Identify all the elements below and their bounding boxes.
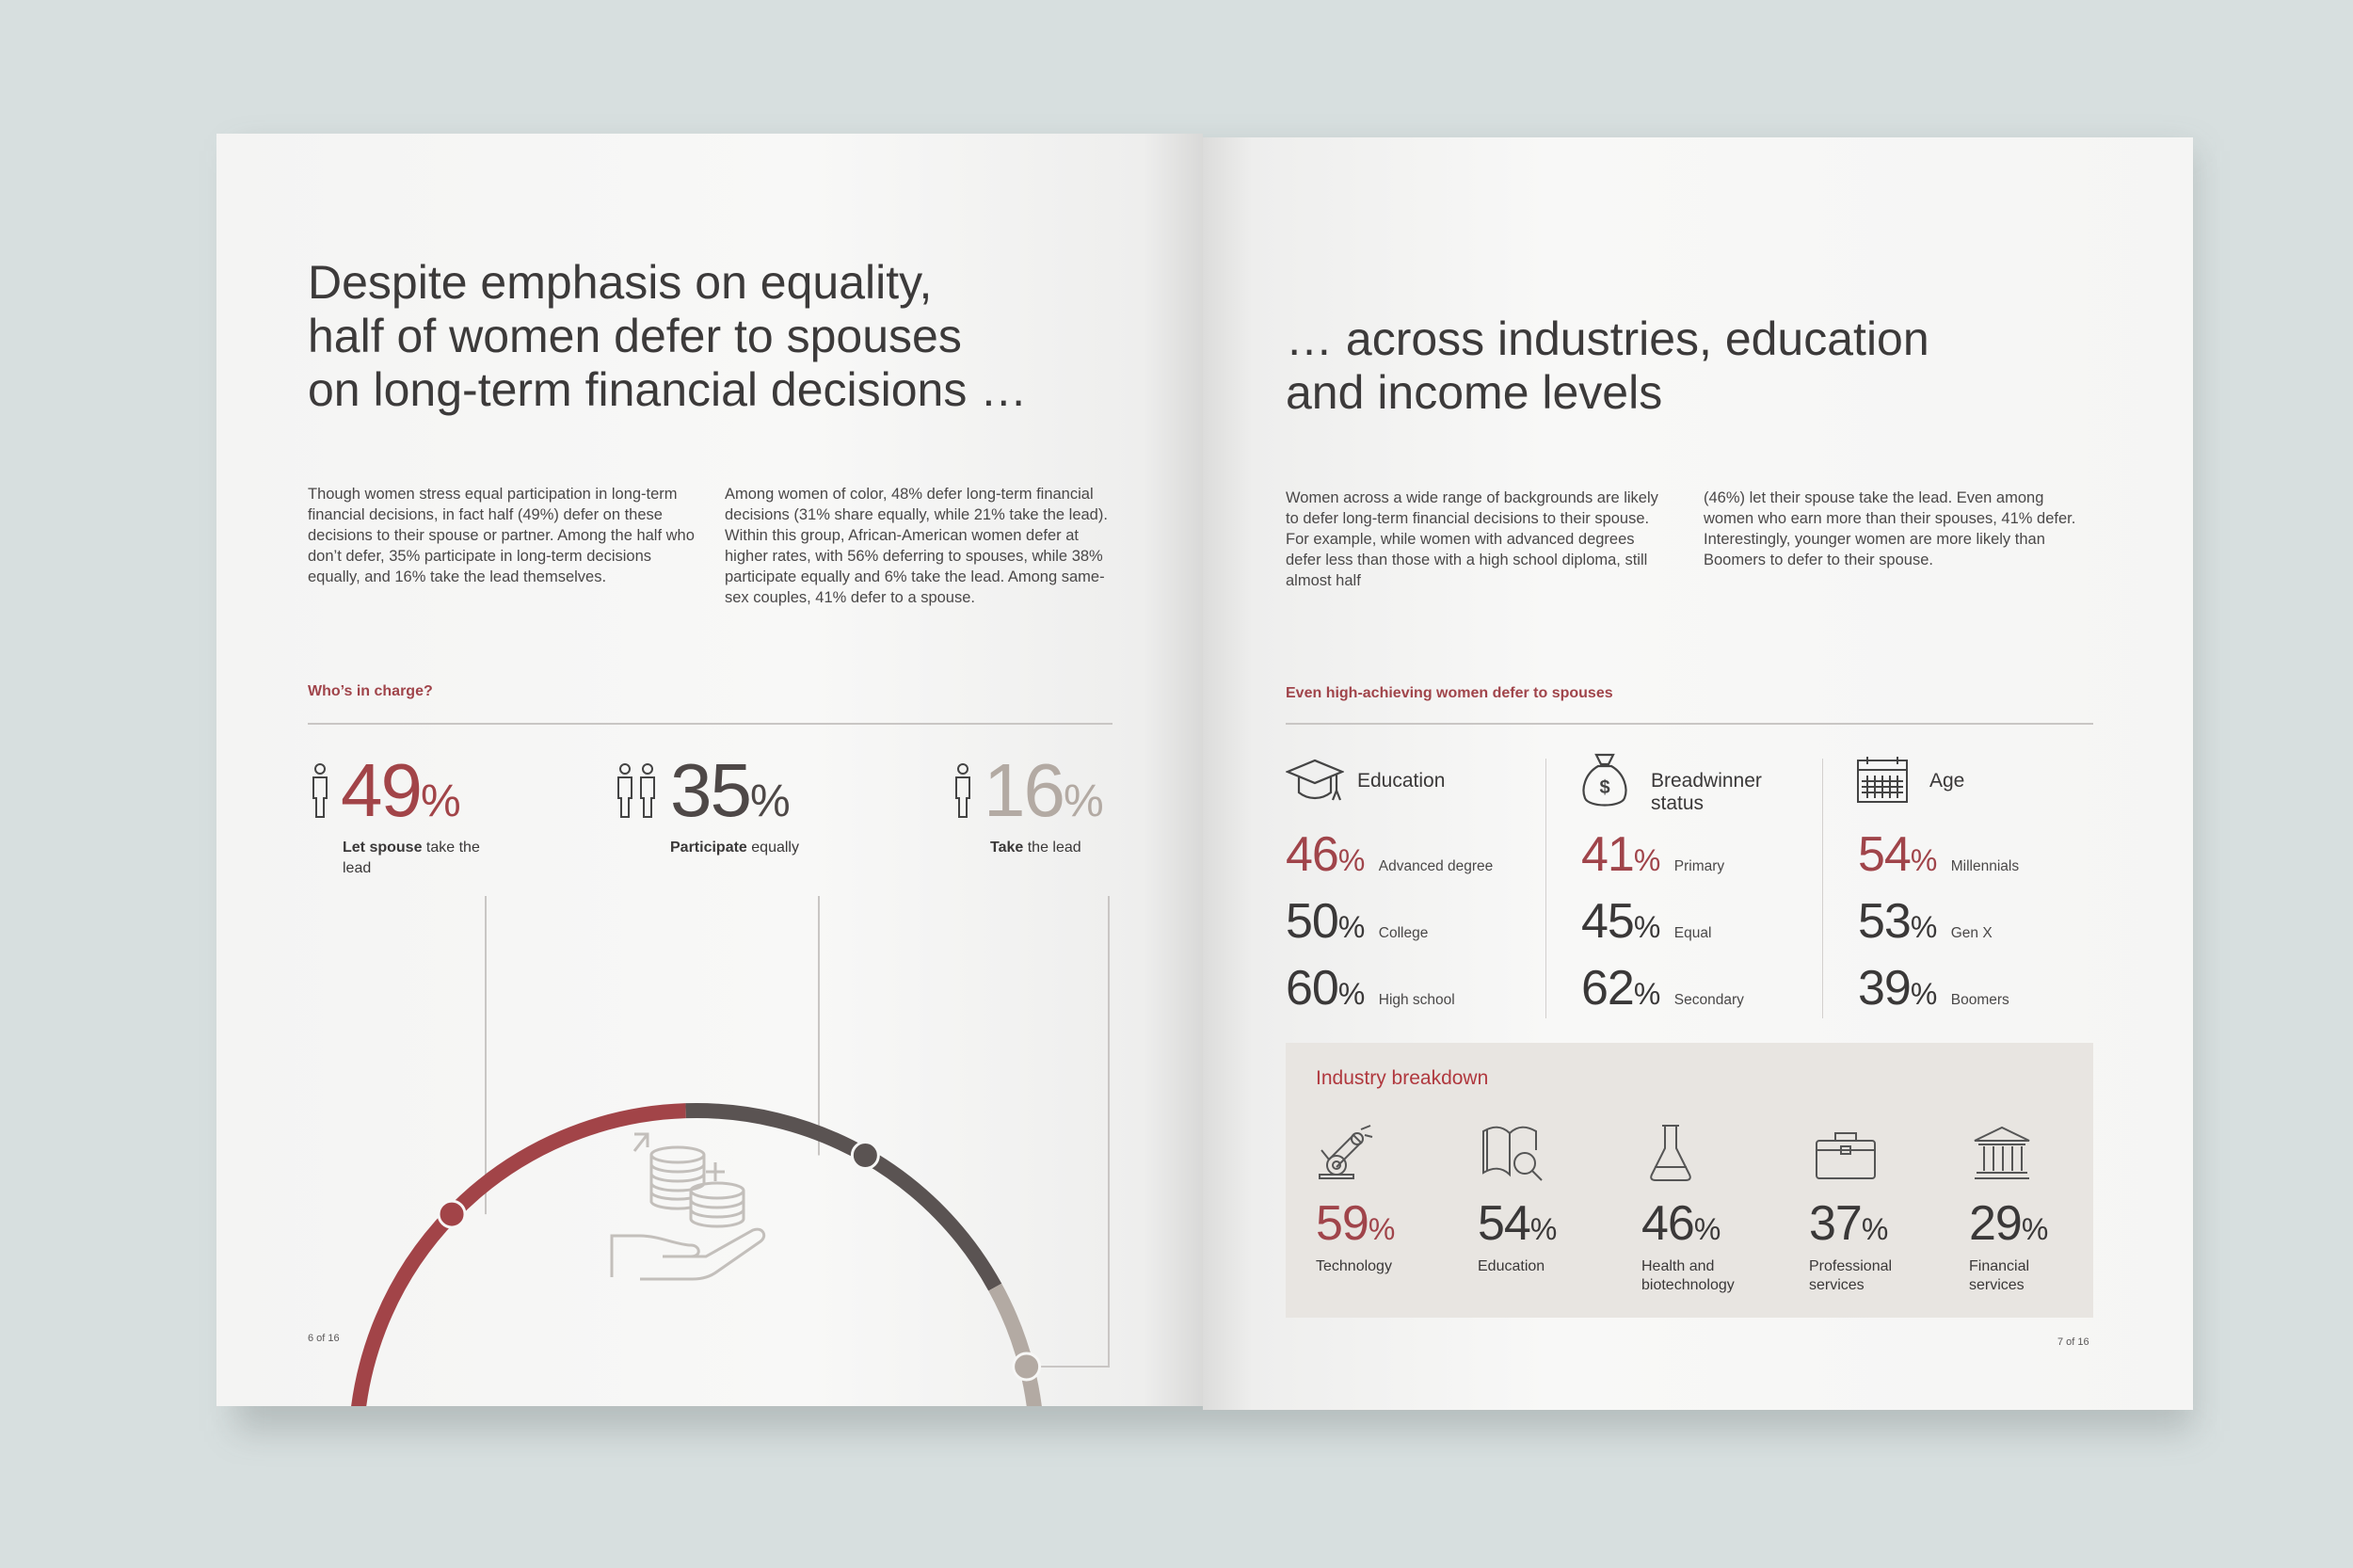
stat-value-number: 41 xyxy=(1581,827,1634,882)
industry-breakdown-title: Industry breakdown xyxy=(1316,1067,1489,1089)
divider-rule xyxy=(308,723,1112,725)
stat-value xyxy=(1858,827,1937,882)
industry-item-professional xyxy=(1809,1197,1892,1295)
stat-row xyxy=(1858,962,2009,1020)
graduation-cap-icon xyxy=(1286,755,1344,808)
industry-value xyxy=(1809,1197,1892,1256)
stat-label: Gen X xyxy=(1950,925,1993,941)
stat-value xyxy=(1581,827,1660,882)
section-label-high-achieving: Even high-achieving women defer to spouses xyxy=(1286,685,1613,701)
percent-sign: % xyxy=(1910,977,1938,1011)
stat-value xyxy=(1286,961,1365,1016)
percent-sign: % xyxy=(749,776,791,826)
stat-row xyxy=(1286,828,1493,887)
stat-row xyxy=(1858,828,2019,887)
stat-value-number: 50 xyxy=(1286,894,1338,949)
stat-row xyxy=(1581,962,1744,1020)
stat-row xyxy=(1286,962,1455,1020)
left-page xyxy=(216,134,1203,1406)
percent-sign: % xyxy=(1337,843,1366,877)
caption-bold: Participate xyxy=(670,840,747,856)
industry-label: Financial xyxy=(1969,1258,2030,1274)
industry-breakdown-panel xyxy=(1286,1043,2093,1318)
stat-value-number: 60 xyxy=(1286,961,1338,1016)
industry-label: Technology xyxy=(1316,1258,1392,1274)
column-divider xyxy=(1545,759,1546,1018)
industry-item-financial xyxy=(1969,1197,2048,1295)
industry-label: Health and xyxy=(1641,1258,1715,1274)
person-icon xyxy=(308,762,332,821)
title-line: … across industries, education xyxy=(1286,312,1929,365)
donut-segment xyxy=(995,1288,1037,1406)
title-line: and income levels xyxy=(1286,366,1663,419)
industry-item-health xyxy=(1641,1197,1735,1295)
percent-sign: % xyxy=(1337,977,1366,1011)
stat-value-number: 16 xyxy=(984,748,1064,832)
stat-value-defer xyxy=(341,748,461,840)
caption-bold: Take xyxy=(990,840,1024,856)
briefcase-icon xyxy=(1813,1128,1879,1182)
stat-row xyxy=(1581,828,1724,887)
percent-sign: % xyxy=(1910,910,1938,944)
couple-icon xyxy=(614,762,659,821)
industry-label: services xyxy=(1809,1277,1865,1293)
caption-rest: equally xyxy=(751,840,799,856)
industry-value-number: 29 xyxy=(1969,1196,2022,1251)
industry-item-education xyxy=(1478,1197,1557,1276)
section-label-whos-in-charge: Who’s in charge? xyxy=(308,683,433,699)
stat-row xyxy=(1581,895,1711,953)
category-breadwinner-heading xyxy=(1651,770,1762,815)
page-number: 7 of 16 xyxy=(2057,1336,2089,1348)
percent-sign: % xyxy=(1633,977,1661,1011)
divider-rule xyxy=(1286,723,2093,725)
stat-value-number: 35 xyxy=(670,748,750,832)
percent-sign: % xyxy=(420,776,461,826)
percent-sign: % xyxy=(1063,776,1104,826)
left-paragraph-1: Though women stress equal participation in long-term financial decisions, in fact half (49%) defer on these decisions to their spouse or partner. Among the half who don’t defer, 35% participate in long-term decisions equally, and 16% take the lead themselves. xyxy=(308,486,695,585)
stat-value xyxy=(1581,894,1660,949)
stat-row xyxy=(1858,895,1993,953)
stat-label: Advanced degree xyxy=(1378,858,1494,874)
industry-label: Education xyxy=(1478,1258,1545,1274)
caption-bold: Let spouse xyxy=(343,840,423,856)
industry-value xyxy=(1316,1197,1395,1256)
stat-label: High school xyxy=(1378,992,1455,1008)
left-page-title xyxy=(308,256,1061,417)
title-line: Despite emphasis on equality, xyxy=(308,256,933,309)
industry-label: services xyxy=(1969,1277,2025,1293)
stat-label: Equal xyxy=(1673,925,1712,941)
right-paragraph-1: Women across a wide range of backgrounds are likely to defer long-term financial decisions to their spouse. For example, while women with advanced degrees defer less than those with a high school diploma, still almost half xyxy=(1286,489,1658,589)
caption-rest: take the lead xyxy=(343,840,480,876)
industry-value-number: 54 xyxy=(1478,1196,1530,1251)
right-page xyxy=(1203,137,2193,1410)
page-number: 6 of 16 xyxy=(308,1333,340,1344)
donut-marker xyxy=(1014,1353,1040,1380)
donut-marker xyxy=(852,1143,878,1169)
money-bag-icon xyxy=(1579,751,1630,811)
industry-value-number: 59 xyxy=(1316,1196,1369,1251)
left-paragraph-2: Among women of color, 48% defer long-term financial decisions (31% share equally, while 21% take the lead). Within this group, African-American women defer at higher rates, with 56% deferring to spouses, while 38% participate equally and 6% take the lead. Among same-sex couples, 41% defer to a spouse. xyxy=(725,486,1108,606)
industry-label: Professional xyxy=(1809,1258,1893,1274)
calendar-icon xyxy=(1856,755,1909,804)
percent-sign: % xyxy=(1337,910,1366,944)
stat-row xyxy=(1286,895,1428,953)
stat-label: College xyxy=(1378,925,1429,941)
stat-value-number: 39 xyxy=(1858,961,1911,1016)
stat-value xyxy=(1858,894,1937,949)
stat-value-number: 53 xyxy=(1858,894,1911,949)
stat-value-lead xyxy=(984,748,1104,840)
industry-item-technology xyxy=(1316,1197,1395,1276)
industry-value-number: 46 xyxy=(1641,1196,1694,1251)
industry-value xyxy=(1478,1197,1557,1256)
stat-value xyxy=(1286,827,1365,882)
percent-sign: % xyxy=(1910,843,1938,877)
svg-text:$: $ xyxy=(1599,777,1610,798)
stat-label: Primary xyxy=(1673,858,1725,874)
percent-sign: % xyxy=(2021,1212,2049,1246)
percent-sign: % xyxy=(1633,910,1661,944)
heading-line: Breadwinner xyxy=(1651,770,1762,792)
industry-value xyxy=(1641,1197,1735,1256)
percent-sign: % xyxy=(1693,1212,1721,1246)
robot-arm-icon xyxy=(1314,1122,1374,1184)
bank-icon xyxy=(1971,1124,2033,1182)
column-divider xyxy=(1822,759,1823,1018)
stat-value xyxy=(1286,894,1365,949)
industry-value xyxy=(1969,1197,2048,1256)
category-education-heading: Education xyxy=(1357,770,1446,792)
stat-label: Millennials xyxy=(1950,858,2020,874)
title-line: half of women defer to spouses xyxy=(308,310,962,362)
stat-value xyxy=(1581,961,1660,1016)
category-age-heading: Age xyxy=(1929,770,1965,792)
stat-value-number: 46 xyxy=(1286,827,1338,882)
percent-sign: % xyxy=(1633,843,1661,877)
person-icon xyxy=(951,762,975,821)
stat-label: Secondary xyxy=(1673,992,1744,1008)
stat-value-number: 62 xyxy=(1581,961,1634,1016)
book-magnifier-icon xyxy=(1480,1122,1545,1184)
stat-label: Boomers xyxy=(1950,992,2009,1008)
right-page-title xyxy=(1286,312,2039,420)
stat-value xyxy=(1858,961,1937,1016)
industry-value-number: 37 xyxy=(1809,1196,1862,1251)
stat-value-number: 49 xyxy=(341,748,421,832)
title-line: on long-term financial decisions … xyxy=(308,363,1028,416)
stat-value-number: 54 xyxy=(1858,827,1911,882)
stat-value-equal xyxy=(670,748,791,840)
percent-sign: % xyxy=(1861,1212,1889,1246)
stat-value-number: 45 xyxy=(1581,894,1634,949)
flask-icon xyxy=(1647,1122,1694,1184)
hand-with-coins-icon xyxy=(602,1117,791,1305)
right-paragraph-2: (46%) let their spouse take the lead. Even among women who earn more than their spouses, 41% defer. Interestingly, younger women are more likely than Boomers to defer to their spouse. xyxy=(1704,489,2076,568)
percent-sign: % xyxy=(1368,1212,1396,1246)
donut-marker xyxy=(439,1201,465,1227)
heading-line: status xyxy=(1651,792,1705,814)
industry-label: biotechnology xyxy=(1641,1277,1735,1293)
percent-sign: % xyxy=(1529,1212,1558,1246)
caption-rest: the lead xyxy=(1027,840,1081,856)
donut-guide-line xyxy=(1027,896,1109,1367)
